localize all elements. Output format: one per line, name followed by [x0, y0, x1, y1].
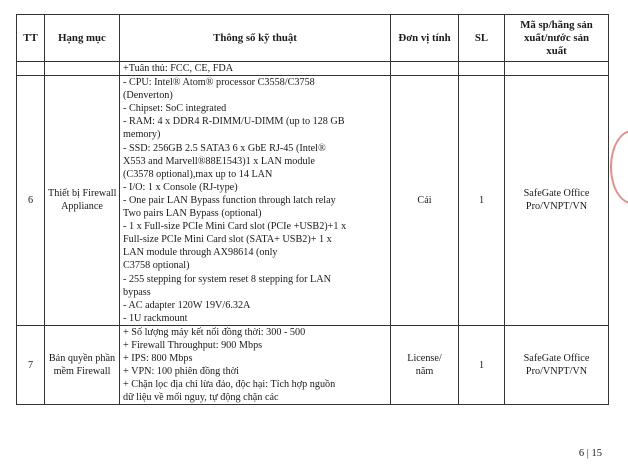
origin-line: SafeGate Office — [523, 188, 590, 200]
cell-specs-continuation — [120, 62, 391, 76]
spec-line: + Chặn lọc địa chỉ lừa đảo, độc hại: Tích hợp nguồn — [123, 379, 336, 391]
spec-line: memory) — [123, 129, 161, 141]
cell-origin — [505, 76, 609, 326]
unit-line: License/ — [407, 353, 442, 365]
spec-line: - Chipset: SoC integrated — [123, 103, 227, 115]
cell-unit — [391, 325, 459, 405]
cell-qty: 1 — [459, 76, 505, 326]
spec-line: (C3578 optional),max up to 14 LAN — [123, 168, 273, 180]
spec-line: Full-size PCIe Mini Card slot (SATA+ USB2)+ 1 x — [123, 234, 332, 246]
cell-qty: 1 — [459, 325, 505, 405]
spec-line: + IPS: 800 Mbps — [123, 353, 193, 365]
spec-line: - SSD: 256GB 2.5 SATA3 6 x GbE RJ-45 (Intel® — [123, 142, 326, 154]
spec-line: X553 and Marvell®88E1543)1 x LAN module — [123, 155, 315, 167]
spec-line: - AC adapter 120W 19V/6.32A — [123, 299, 251, 311]
cell-origin-empty — [505, 62, 609, 76]
header-origin-line: Mã sp/hãng sản — [520, 18, 593, 31]
header-origin-line: xuất — [546, 44, 567, 57]
spec-line: Two pairs LAN Bypass (optional) — [123, 208, 262, 220]
cell-unit: Cái — [391, 76, 459, 326]
spec-line: - I/O: 1 x Console (RJ-type) — [123, 181, 238, 193]
header-tt: TT — [17, 15, 45, 62]
spec-line: + Firewall Throughput: 900 Mbps — [123, 339, 263, 351]
category-line: mềm Firewall — [53, 366, 111, 378]
spec-line: + Số lượng máy kết nối đồng thời: 300 - 500 — [123, 326, 306, 338]
category-line: Bản quyền phần — [48, 353, 116, 365]
stamp-seal-fragment — [610, 130, 628, 204]
spec-line: + VPN: 100 phiên đồng thời — [123, 366, 239, 378]
category-line: Thiết bị Firewall — [48, 188, 117, 200]
origin-line: SafeGate Office — [523, 353, 590, 365]
spec-line: - 1U rackmount — [123, 312, 188, 324]
cell-specs — [120, 325, 391, 405]
spec-line: dữ liệu về mối nguy, tự động chặn các — [123, 392, 279, 404]
header-qty: SL — [459, 15, 505, 62]
spec-line: +Tuân thủ: FCC, CE, FDA — [123, 63, 234, 74]
spec-line: bypass — [123, 286, 151, 298]
header-category: Hạng mục — [45, 15, 120, 62]
cell-tt-empty — [17, 62, 45, 76]
header-row — [17, 15, 609, 62]
header-specs: Thông số kỹ thuật — [120, 15, 391, 62]
spec-line: C3758 optional) — [123, 260, 190, 272]
table-row-continuation — [17, 62, 609, 76]
header-origin-line: xuất/nước sản — [524, 31, 589, 44]
header-origin — [505, 15, 609, 62]
header-unit: Đơn vị tính — [391, 15, 459, 62]
spec-line: - One pair LAN Bypass function through latch relay — [123, 194, 336, 206]
cell-origin — [505, 325, 609, 405]
spec-line: (Denverton) — [123, 90, 173, 102]
spec-line: - RAM: 4 x DDR4 R-DIMM/U-DIMM (up to 128 GB — [123, 116, 345, 128]
page-number: 6 | 15 — [578, 448, 602, 459]
cell-category — [45, 325, 120, 405]
spec-line: - 1 x Full-size PCIe Mini Card slot (PCIe +USB2)+1 x — [123, 221, 347, 233]
cell-tt: 7 — [17, 325, 45, 405]
table-row-7 — [17, 325, 609, 405]
cell-unit-empty — [391, 62, 459, 76]
cell-specs — [120, 76, 391, 326]
category-line: Appliance — [61, 201, 103, 213]
origin-line: Pro/VNPT/VN — [525, 366, 588, 378]
spec-table — [16, 14, 609, 405]
cell-tt: 6 — [17, 76, 45, 326]
table-row-6 — [17, 76, 609, 326]
spec-line: - CPU: Intel® Atom® processor C3558/C3758 — [123, 77, 315, 89]
cell-category — [45, 76, 120, 326]
spec-line: - 255 stepping for system reset 8 stepping for LAN — [123, 273, 331, 285]
unit-line: năm — [415, 366, 434, 378]
cell-qty-empty — [459, 62, 505, 76]
spec-line: LAN module through AX98614 (only — [123, 247, 278, 259]
cell-category-empty — [45, 62, 120, 76]
origin-line: Pro/VNPT/VN — [525, 201, 588, 213]
